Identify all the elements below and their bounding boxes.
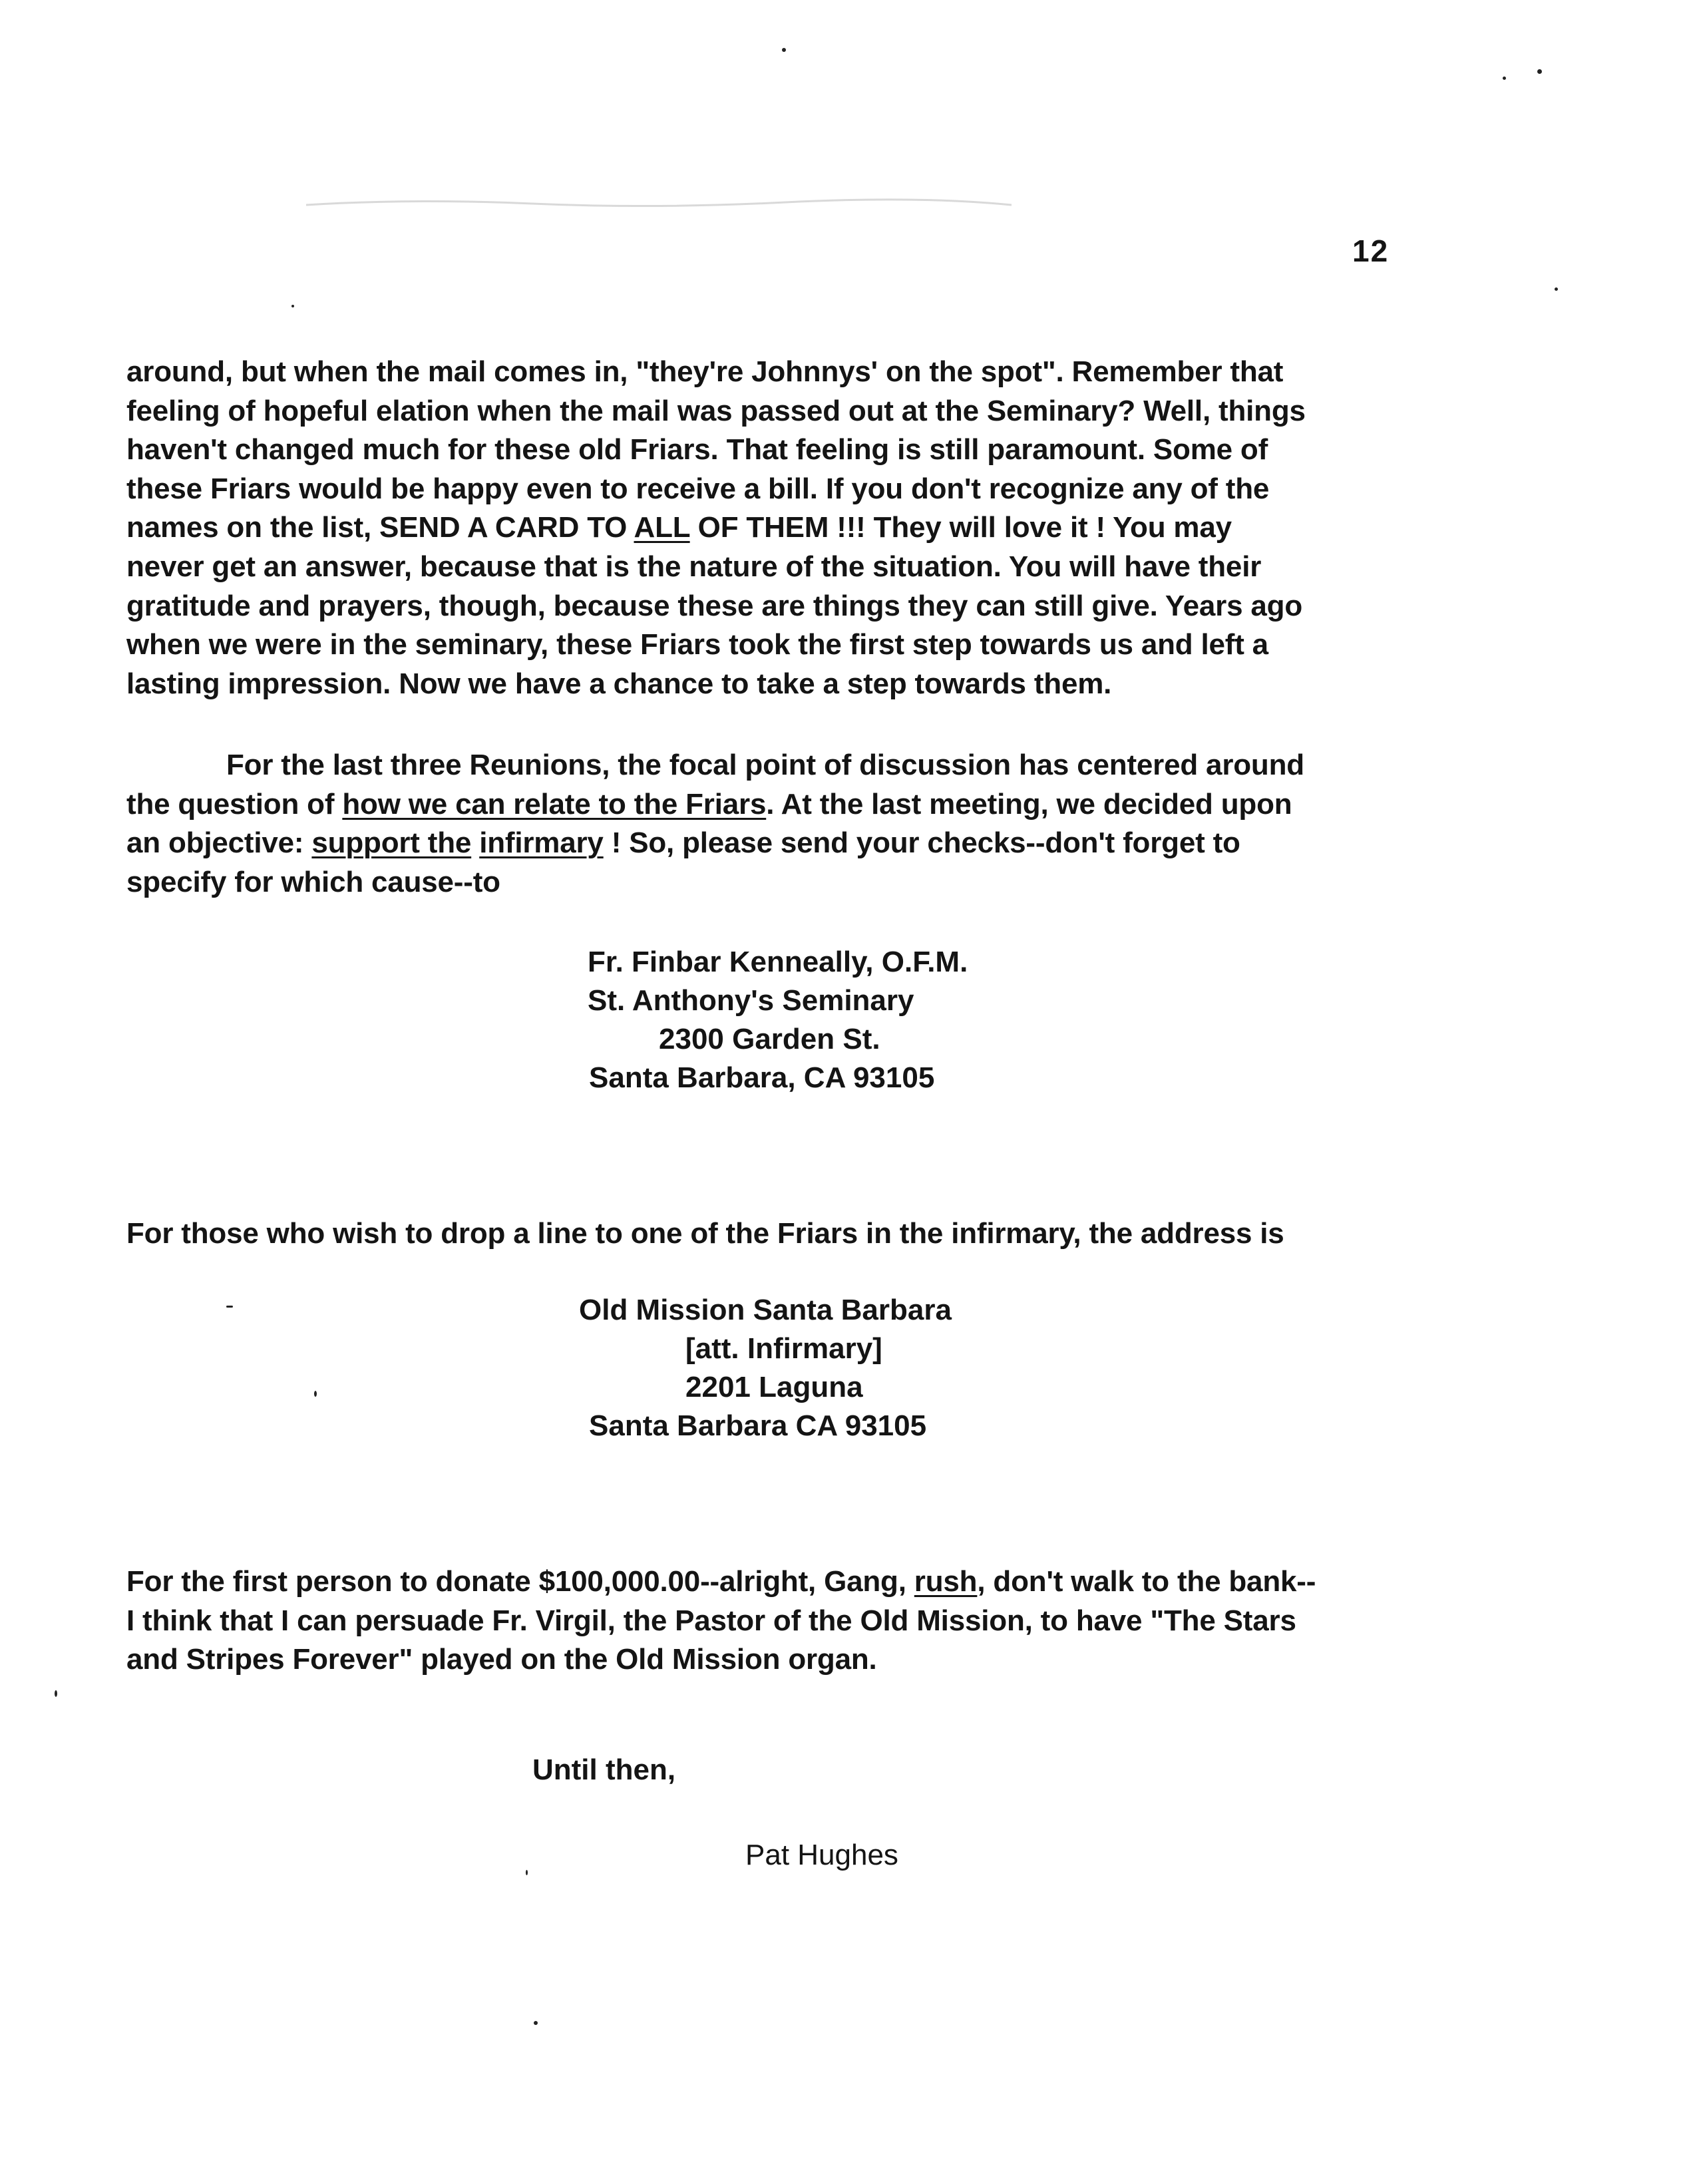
scan-speck (55, 1690, 57, 1697)
text-line: never get an answer, because that is the nature of the situation. You will have their (126, 550, 1262, 583)
scan-speck (1555, 287, 1558, 291)
scan-speck (226, 1306, 233, 1308)
underlined-text: infirmary (479, 826, 604, 860)
text-line: specify for which cause--to (126, 865, 500, 898)
scan-speck (534, 2021, 538, 2025)
text-segment: For the first person to donate $100,000.00--alright, Gang, (126, 1565, 914, 1598)
text-line (126, 1562, 1557, 1602)
address-line: Santa Barbara, CA 93105 (589, 1061, 935, 1094)
address-line: Old Mission Santa Barbara (579, 1294, 952, 1326)
scan-speck (314, 1391, 317, 1397)
text-line (126, 785, 1557, 824)
scan-speck (291, 305, 294, 307)
text-line: For the last three Reunions, the focal point of discussion has centered around (226, 749, 1304, 781)
text-segment: ! So, please send your checks--don't forget to (603, 826, 1240, 860)
underlined-text: ALL (634, 511, 690, 544)
text-line: and Stripes Forever" played on the Old Mission organ. (126, 1643, 877, 1676)
address-line: 2201 Laguna (685, 1371, 863, 1403)
text-segment: the question of (126, 787, 343, 820)
text-segment: OF THEM !!! They will love it ! You may (689, 511, 1232, 544)
address-seminary (0, 943, 1681, 1097)
address-line: Fr. Finbar Kenneally, O.F.M. (588, 946, 968, 978)
text-line: I think that I can persuade Fr. Virgil, the Pastor of the Old Mission, to have "The Stars (126, 1604, 1296, 1637)
paragraph-reunions (126, 746, 1557, 902)
address-line: St. Anthony's Seminary (588, 984, 914, 1017)
underlined-text: how we can relate to the Friars (342, 787, 767, 820)
text-segment: , don't walk to the bank-- (977, 1565, 1316, 1598)
underlined-text: support the (311, 826, 472, 860)
scan-speck (1503, 77, 1506, 80)
paragraph-mail (126, 353, 1557, 703)
address-line: [att. Infirmary] (685, 1332, 882, 1365)
text-line: around, but when the mail comes in, "they're Johnnys' on the spot". Remember that (126, 355, 1284, 388)
text-line: gratitude and prayers, though, because these are things they can still give. Years ago (126, 589, 1302, 622)
text-line (126, 824, 1557, 863)
text-line: when we were in the seminary, these Friars took the first step towards us and left a (126, 628, 1268, 661)
page-number: 12 (1352, 234, 1390, 268)
underlined-text: rush (914, 1565, 978, 1598)
address-line: Santa Barbara CA 93105 (589, 1409, 927, 1442)
paragraph-infirmary-address (126, 1214, 1557, 1254)
bleed-through-smudge (280, 193, 1078, 213)
closing-text: Until then, (532, 1753, 676, 1786)
address-old-mission (0, 1291, 1681, 1445)
text-line: feeling of hopeful elation when the mail was passed out at the Seminary? Well, things (126, 394, 1306, 427)
text-line: lasting impression. Now we have a chance to take a step towards them. (126, 667, 1112, 700)
signature-name: Pat Hughes (745, 1839, 898, 1871)
scan-speck (1537, 69, 1542, 74)
text-segment: names on the list, SEND A CARD TO (126, 511, 634, 544)
text-line (126, 508, 1557, 548)
text-segment (471, 826, 479, 859)
address-line: 2300 Garden St. (659, 1023, 880, 1055)
text-line: haven't changed much for these old Friars. That feeling is still paramount. Some of (126, 433, 1268, 466)
paragraph-donation (126, 1562, 1557, 1680)
text-line: For those who wish to drop a line to one of the Friars in the infirmary, the address is (126, 1217, 1284, 1250)
scan-speck (526, 1870, 528, 1875)
scan-speck (782, 48, 786, 52)
text-line: these Friars would be happy even to receive a bill. If you don't recognize any of the (126, 472, 1270, 505)
text-segment: an objective: (126, 826, 312, 860)
text-segment: . At the last meeting, we decided upon (766, 787, 1292, 820)
